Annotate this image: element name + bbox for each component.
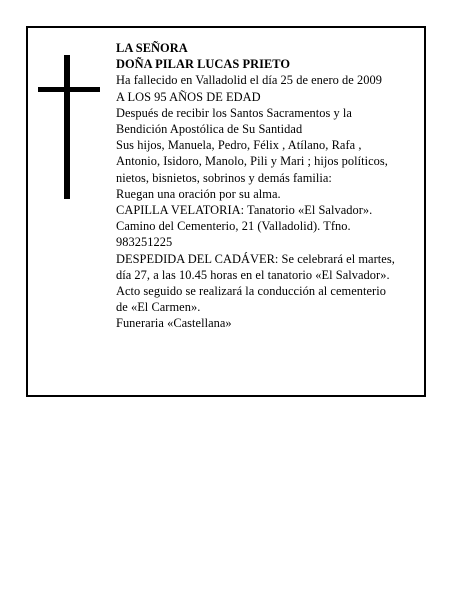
family-line-2: Antonio, Isidoro, Manolo, Pili y Mari ; hijos políticos, — [116, 154, 388, 169]
prayer-request: Ruegan una oración por su alma. — [116, 186, 281, 201]
family-line-1: Sus hijos, Manuela, Pedro, Félix , Atílano, Rafa , — [116, 138, 362, 153]
age-line: A LOS 95 AÑOS DE EDAD — [116, 89, 261, 104]
cross-vertical-bar — [64, 55, 70, 199]
phone-number: 983251225 — [116, 235, 173, 250]
honorific-line: LA SEÑORA — [116, 41, 188, 55]
sacraments-line-2: Bendición Apostólica de Su Santidad — [116, 122, 303, 137]
death-statement: Ha fallecido en Valladolid el día 25 de enero de 2009 — [116, 73, 382, 88]
deceased-name: DOÑA PILAR LUCAS PRIETO — [116, 57, 291, 72]
sacraments-line-1: Después de recibir los Santos Sacramentos y la — [116, 105, 352, 120]
notice-text — [116, 40, 422, 332]
farewell-line-1: DESPEDIDA DEL CADÁVER: Se celebrará el martes, — [116, 251, 395, 266]
farewell-line-2: día 27, a las 10.45 horas en el tanatorio «El Salvador». — [116, 267, 390, 282]
chapel-line-2: Camino del Cementerio, 21 (Valladolid). Tfno. — [116, 219, 351, 234]
cross-horizontal-bar — [38, 87, 100, 92]
cross-icon — [38, 55, 100, 199]
chapel-line-1: CAPILLA VELATORIA: Tanatorio «El Salvador». — [116, 203, 373, 218]
farewell-line-3: Acto seguido se realizará la conducción al cementerio — [116, 284, 386, 299]
farewell-line-4: de «El Carmen». — [116, 300, 201, 315]
family-line-3: nietos, bisnietos, sobrinos y demás familia: — [116, 170, 332, 185]
obituary-notice — [26, 26, 426, 397]
funeral-home: Funeraria «Castellana» — [116, 316, 232, 331]
